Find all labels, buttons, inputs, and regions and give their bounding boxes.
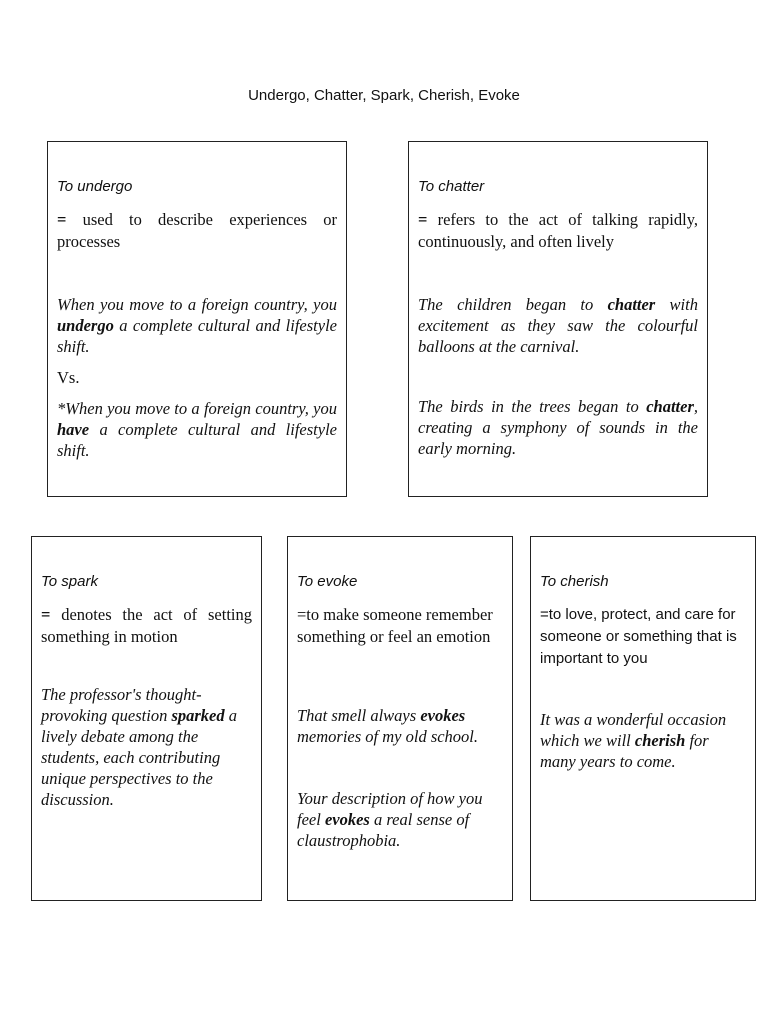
example-keyword: evokes — [324, 810, 370, 829]
example-text: with excitement as they saw the colourful balloons at the carnival. — [418, 295, 698, 356]
example-sentence — [57, 294, 337, 357]
card-chatter — [408, 141, 708, 497]
example-text: The professor's thought-provoking question — [41, 685, 202, 725]
example-keyword: undergo — [57, 316, 114, 335]
example-keyword: sparked — [171, 706, 225, 725]
definition-text: used to describe experiences or processes — [57, 210, 337, 251]
example-text: a complete cultural and lifestyle shift. — [57, 316, 337, 356]
example-keyword: cherish — [634, 731, 686, 750]
example-sentence — [297, 788, 503, 851]
example-keyword: evokes — [420, 706, 466, 725]
example-keyword: chatter — [607, 295, 656, 314]
example-text: The birds in the trees began to — [418, 397, 647, 416]
definition — [41, 604, 252, 647]
example-sentence — [418, 294, 698, 357]
page-title: Undergo, Chatter, Spark, Cherish, Evoke — [248, 87, 520, 104]
definition-text: refers to the act of talking rapidly, continuously, and often lively — [418, 210, 698, 251]
example-text: for many years to come. — [540, 731, 709, 771]
definition — [418, 209, 698, 252]
example-text: a real sense of claustrophobia. — [297, 810, 470, 850]
term-label: To undergo — [57, 178, 133, 195]
term-label: To evoke — [297, 573, 358, 590]
term-label: To chatter — [418, 178, 485, 195]
example-sentence — [41, 684, 252, 810]
example-text: *When you move to a foreign country, you — [57, 399, 337, 418]
card-spark — [31, 536, 262, 901]
definition: =to love, protect, and care for someone or something that is important to you — [540, 606, 737, 667]
definition — [297, 604, 503, 647]
card-evoke — [287, 536, 513, 901]
equals-sign: = — [41, 605, 51, 624]
example-text: It was a wonderful occasion which we will — [540, 710, 727, 750]
example-sentence — [540, 709, 746, 772]
example-sentence — [297, 705, 503, 747]
example-text: memories of my old school. — [297, 727, 479, 746]
term-label: To cherish — [540, 573, 609, 590]
example-keyword: have — [57, 420, 90, 439]
term-label: To spark — [41, 573, 98, 590]
card-undergo — [47, 141, 347, 497]
example-text: , creating a symphony of sounds in the early morning. — [418, 397, 698, 458]
versus-label: Vs. — [57, 368, 80, 387]
example-sentence — [418, 396, 698, 459]
equals-sign: = — [418, 210, 428, 229]
example-text: Your description of how you feel — [297, 789, 483, 829]
example-text: The children began to — [418, 295, 608, 314]
equals-sign: = — [57, 210, 67, 229]
example-text: When you move to a foreign country, you — [57, 295, 337, 314]
card-cherish — [530, 536, 756, 901]
definition-text: denotes the act of setting something in motion — [41, 605, 252, 646]
example-sentence — [57, 398, 337, 461]
example-keyword: chatter — [646, 397, 694, 416]
example-text: That smell always — [297, 706, 421, 725]
example-text: a lively debate among the students, each contributing unique perspectives to the discussion. — [41, 706, 237, 809]
definition — [57, 209, 337, 252]
example-text: a complete cultural and lifestyle shift. — [57, 420, 337, 460]
definition-text: =to make someone remember something or feel an emotion — [297, 605, 493, 646]
